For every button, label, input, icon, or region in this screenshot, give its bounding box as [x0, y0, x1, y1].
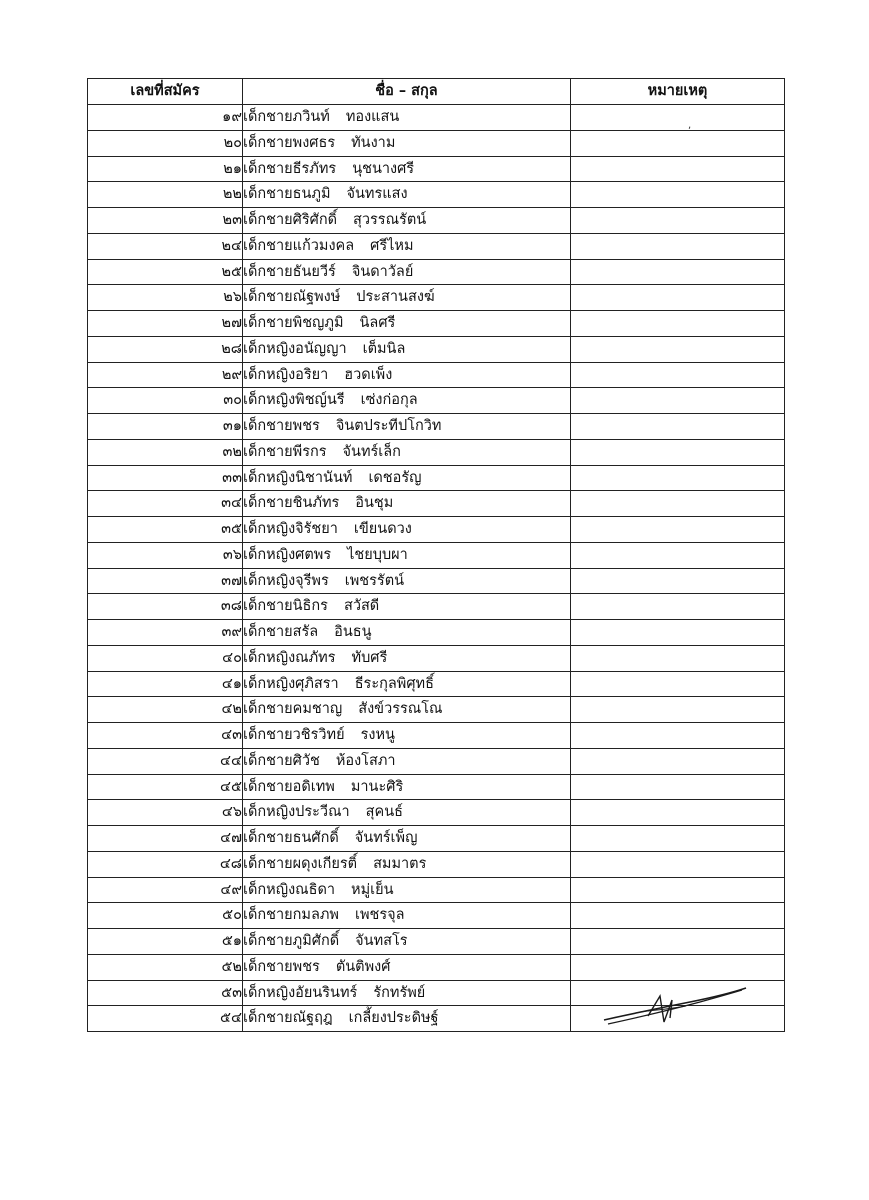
remarks-cell	[571, 748, 785, 774]
full-name-cell	[243, 568, 571, 594]
full-name-cell	[243, 465, 571, 491]
application-number-cell: ๔๓	[88, 723, 243, 749]
surname: จินดาวัลย์	[351, 263, 414, 280]
given-name: เด็กชายผดุงเกียรติ์	[243, 855, 358, 872]
signature-scribble	[600, 982, 750, 1032]
application-number-cell: ๕๑	[88, 929, 243, 955]
application-number-cell: ๓๕	[88, 517, 243, 543]
full-name-cell	[243, 723, 571, 749]
remarks-cell	[571, 851, 785, 877]
table-row	[88, 954, 785, 980]
application-number-cell: ๒๕	[88, 259, 243, 285]
full-name-cell	[243, 285, 571, 311]
full-name-cell	[243, 130, 571, 156]
application-number-cell: ๔๐	[88, 645, 243, 671]
full-name-cell	[243, 517, 571, 543]
given-name: เด็กชายสรัล	[243, 624, 319, 641]
surname: ไชยบุบผา	[347, 546, 408, 563]
application-number-cell: ๒๓	[88, 208, 243, 234]
remarks-cell	[571, 285, 785, 311]
given-name: เด็กหญิงอริยา	[243, 366, 329, 383]
application-number-cell: ๒๐	[88, 130, 243, 156]
given-name: เด็กชายนิธิกร	[243, 598, 328, 615]
remarks-cell	[571, 439, 785, 465]
remarks-cell	[571, 568, 785, 594]
surname: สมมาตร	[373, 855, 427, 872]
application-number-cell: ๒๒	[88, 182, 243, 208]
surname: เต็มนิล	[362, 340, 406, 357]
table-row	[88, 336, 785, 362]
header-application-number: เลขที่สมัคร	[88, 79, 243, 105]
table-row	[88, 182, 785, 208]
table-row	[88, 877, 785, 903]
application-number-cell: ๔๑	[88, 671, 243, 697]
application-number-cell: ๓๓	[88, 465, 243, 491]
given-name: เด็กชายพีรกร	[243, 443, 327, 460]
remarks-cell	[571, 130, 785, 156]
given-name: เด็กชายศิวัช	[243, 752, 320, 769]
remarks-cell	[571, 105, 785, 131]
given-name: เด็กชายชินภัทร	[243, 495, 340, 512]
table-row	[88, 929, 785, 955]
remarks-cell	[571, 156, 785, 182]
given-name: เด็กหญิงอนัญญา	[243, 340, 347, 357]
table-header-row	[88, 79, 785, 105]
application-number-cell: ๔๗	[88, 826, 243, 852]
full-name-cell	[243, 105, 571, 131]
application-number-cell: ๒๖	[88, 285, 243, 311]
table-row	[88, 439, 785, 465]
full-name-cell	[243, 311, 571, 337]
given-name: เด็กชายพชร	[243, 958, 320, 975]
header-remarks: หมายเหตุ	[571, 79, 785, 105]
remarks-cell	[571, 311, 785, 337]
full-name-cell	[243, 851, 571, 877]
given-name: เด็กชายอดิเทพ	[243, 778, 335, 795]
full-name-cell	[243, 182, 571, 208]
surname: จันทร์เพ็ญ	[354, 830, 418, 847]
surname: สังข์วรรณโณ	[358, 701, 443, 718]
full-name-cell	[243, 774, 571, 800]
remarks-cell	[571, 491, 785, 517]
application-number-cell: ๕๐	[88, 903, 243, 929]
table-row	[88, 414, 785, 440]
application-number-cell: ๔๖	[88, 800, 243, 826]
full-name-cell	[243, 259, 571, 285]
given-name: เด็กหญิงจิรัชยา	[243, 521, 338, 538]
surname: ฮวดเพ็ง	[344, 366, 393, 383]
applicant-table	[87, 78, 785, 1032]
surname: เดชอรัญ	[368, 469, 422, 486]
remarks-cell	[571, 723, 785, 749]
application-number-cell: ๓๙	[88, 620, 243, 646]
table-row	[88, 568, 785, 594]
table-row	[88, 620, 785, 646]
application-number-cell: ๓๘	[88, 594, 243, 620]
full-name-cell	[243, 620, 571, 646]
given-name: เด็กชายพชร	[243, 418, 320, 435]
remarks-cell	[571, 362, 785, 388]
table-row	[88, 671, 785, 697]
surname: จินตประทีปโกวิท	[335, 418, 442, 435]
given-name: เด็กชายพิชญภูมิ	[243, 315, 344, 332]
remarks-cell	[571, 774, 785, 800]
remarks-cell	[571, 620, 785, 646]
full-name-cell	[243, 929, 571, 955]
table-row	[88, 208, 785, 234]
remarks-cell	[571, 929, 785, 955]
remarks-cell	[571, 233, 785, 259]
remarks-cell	[571, 594, 785, 620]
table-row	[88, 285, 785, 311]
remarks-cell	[571, 259, 785, 285]
given-name: เด็กชายพงศธร	[243, 134, 336, 151]
remarks-cell	[571, 336, 785, 362]
application-number-cell: ๓๑	[88, 414, 243, 440]
given-name: เด็กหญิงณธิดา	[243, 881, 336, 898]
full-name-cell	[243, 903, 571, 929]
table-row	[88, 362, 785, 388]
remarks-cell	[571, 954, 785, 980]
table-row	[88, 774, 785, 800]
given-name: เด็กชายธนภูมิ	[243, 186, 331, 203]
surname: สุวรรณรัตน์	[353, 212, 427, 229]
surname: หมู่เย็น	[351, 881, 394, 898]
application-number-cell: ๕๔	[88, 1006, 243, 1032]
application-number-cell: ๒๑	[88, 156, 243, 182]
application-number-cell: ๒๗	[88, 311, 243, 337]
given-name: เด็กชายณัฐพงษ์	[243, 289, 341, 306]
surname: นุชนางศรี	[352, 160, 415, 177]
application-number-cell: ๕๒	[88, 954, 243, 980]
surname: สุคนธ์	[365, 804, 403, 821]
surname: จันทสโร	[355, 933, 408, 950]
remarks-cell	[571, 800, 785, 826]
table-row	[88, 465, 785, 491]
full-name-cell	[243, 748, 571, 774]
application-number-cell: ๒๘	[88, 336, 243, 362]
table-row	[88, 233, 785, 259]
surname: เพชรจุล	[354, 907, 405, 924]
full-name-cell	[243, 697, 571, 723]
given-name: เด็กหญิงณภัทร	[243, 649, 336, 666]
table-row	[88, 826, 785, 852]
full-name-cell	[243, 671, 571, 697]
table-row	[88, 491, 785, 517]
remarks-cell	[571, 388, 785, 414]
surname: อินธนู	[334, 624, 372, 641]
table-row	[88, 800, 785, 826]
given-name: เด็กชายธนศักดิ์	[243, 830, 339, 847]
application-number-cell: ๓๖	[88, 542, 243, 568]
full-name-cell	[243, 542, 571, 568]
given-name: เด็กหญิงพิชญ์นรี	[243, 392, 345, 409]
surname: เพชรรัตน์	[344, 572, 405, 589]
given-name: เด็กหญิงศุภิสรา	[243, 675, 339, 692]
table-row	[88, 594, 785, 620]
full-name-cell	[243, 336, 571, 362]
application-number-cell: ๓๗	[88, 568, 243, 594]
remarks-cell	[571, 414, 785, 440]
remarks-cell	[571, 826, 785, 852]
full-name-cell	[243, 1006, 571, 1032]
surname: เซ่งก่อกุล	[360, 392, 418, 409]
full-name-cell	[243, 800, 571, 826]
table-row	[88, 130, 785, 156]
given-name: เด็กหญิงจุรีพร	[243, 572, 329, 589]
given-name: เด็กชายภูมิศักดิ์	[243, 933, 340, 950]
table-row	[88, 259, 785, 285]
surname: จันทร์เล็ก	[342, 443, 401, 460]
full-name-cell	[243, 954, 571, 980]
given-name: เด็กหญิงประวีณา	[243, 804, 350, 821]
given-name: เด็กชายแก้วมงคล	[243, 237, 355, 254]
application-number-cell: ๒๔	[88, 233, 243, 259]
full-name-cell	[243, 156, 571, 182]
application-number-cell: ๔๒	[88, 697, 243, 723]
table-row	[88, 723, 785, 749]
given-name: เด็กหญิงอัยนรินทร์	[243, 984, 358, 1001]
surname: ธีระกุลพิศุทธิ์	[354, 675, 434, 692]
remarks-cell	[571, 645, 785, 671]
application-number-cell: ๔๙	[88, 877, 243, 903]
given-name: เด็กชายภวินท์	[243, 109, 330, 126]
table-row	[88, 542, 785, 568]
table-row	[88, 748, 785, 774]
table-row	[88, 311, 785, 337]
remarks-cell	[571, 182, 785, 208]
given-name: เด็กชายศิริศักดิ์	[243, 212, 338, 229]
application-number-cell: ๕๓	[88, 980, 243, 1006]
table-row	[88, 156, 785, 182]
application-number-cell: ๔๕	[88, 774, 243, 800]
surname: เกลี้ยงประดิษฐ์	[348, 1010, 439, 1027]
given-name: เด็กชายธันยวีร์	[243, 263, 336, 280]
application-number-cell: ๔๘	[88, 851, 243, 877]
surname: ประสานสงฆ์	[356, 289, 435, 306]
full-name-cell	[243, 208, 571, 234]
remarks-cell	[571, 877, 785, 903]
table-row	[88, 645, 785, 671]
full-name-cell	[243, 980, 571, 1006]
surname: รักทรัพย์	[373, 984, 426, 1001]
remarks-cell	[571, 465, 785, 491]
surname: เขียนดวง	[353, 521, 412, 538]
table-row	[88, 388, 785, 414]
table-row	[88, 697, 785, 723]
full-name-cell	[243, 414, 571, 440]
remarks-cell	[571, 697, 785, 723]
surname: ทับศรี	[351, 649, 388, 666]
table-body	[88, 105, 785, 1032]
table-row	[88, 851, 785, 877]
full-name-cell	[243, 439, 571, 465]
header-full-name: ชื่อ – สกุล	[243, 79, 571, 105]
application-number-cell: ๔๔	[88, 748, 243, 774]
remarks-cell	[571, 517, 785, 543]
remarks-cell	[571, 208, 785, 234]
table-row	[88, 903, 785, 929]
given-name: เด็กชายวชิรวิทย์	[243, 727, 345, 744]
full-name-cell	[243, 877, 571, 903]
application-number-cell: ๑๙	[88, 105, 243, 131]
application-number-cell: ๓๐	[88, 388, 243, 414]
full-name-cell	[243, 491, 571, 517]
surname: รงหนู	[360, 727, 395, 744]
given-name: เด็กชายกมลภพ	[243, 907, 339, 924]
surname: ทันงาม	[351, 134, 396, 151]
surname: อินชุม	[355, 495, 394, 512]
given-name: เด็กชายคมชาญ	[243, 701, 343, 718]
table-row	[88, 517, 785, 543]
surname: ทองแสน	[345, 109, 400, 126]
table-row	[88, 105, 785, 131]
surname: ตันติพงศ์	[335, 958, 391, 975]
remarks-cell	[571, 542, 785, 568]
surname: ศรีไหม	[370, 237, 414, 254]
stray-mark: ,	[688, 120, 692, 131]
full-name-cell	[243, 362, 571, 388]
full-name-cell	[243, 645, 571, 671]
remarks-cell	[571, 903, 785, 929]
surname: มานะศิริ	[350, 778, 404, 795]
surname: จันทรแสง	[346, 186, 408, 203]
application-number-cell: ๒๙	[88, 362, 243, 388]
full-name-cell	[243, 594, 571, 620]
full-name-cell	[243, 233, 571, 259]
given-name: เด็กหญิงนิชานันท์	[243, 469, 353, 486]
surname: สวัสดี	[343, 598, 380, 615]
surname: นิลศรี	[359, 315, 396, 332]
application-number-cell: ๓๔	[88, 491, 243, 517]
full-name-cell	[243, 388, 571, 414]
application-number-cell: ๓๒	[88, 439, 243, 465]
remarks-cell	[571, 671, 785, 697]
given-name: เด็กชายธีรภัทร	[243, 160, 337, 177]
given-name: เด็กหญิงศตพร	[243, 546, 332, 563]
full-name-cell	[243, 826, 571, 852]
given-name: เด็กชายณัฐฤฎ	[243, 1010, 333, 1027]
surname: ห้องโสภา	[335, 752, 396, 769]
